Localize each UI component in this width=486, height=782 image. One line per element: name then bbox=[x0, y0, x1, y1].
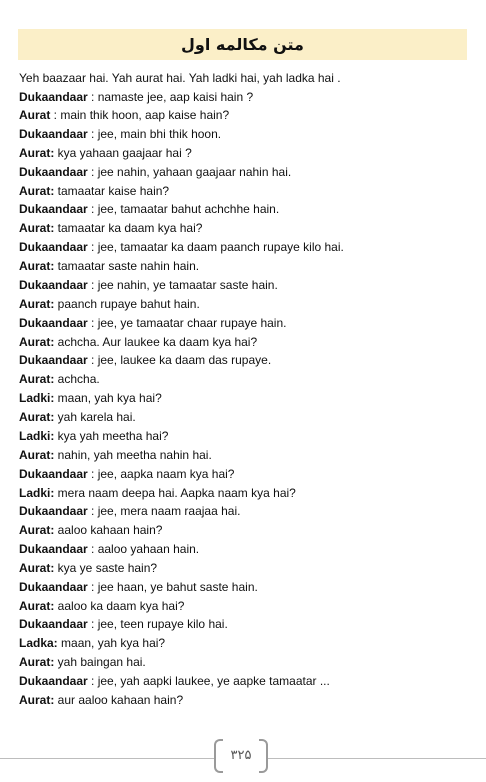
line-text: achcha. Aur laukee ka daam kya hai? bbox=[54, 334, 258, 349]
dialogue-line bbox=[19, 447, 474, 463]
dialogue-line bbox=[19, 616, 474, 632]
line-text: yah karela hai. bbox=[54, 410, 136, 425]
line-text: aaloo kahaan hain? bbox=[54, 523, 163, 538]
speaker-name: Dukaandaar bbox=[19, 673, 88, 688]
speaker-name: Dukaandaar bbox=[19, 164, 88, 179]
dialogue-line bbox=[19, 107, 474, 123]
speaker-name: Dukaandaar bbox=[19, 353, 88, 368]
line-text: : jee, tamaatar ka daam paanch rupaye kilo hai. bbox=[87, 239, 344, 254]
dialogue-line bbox=[19, 258, 474, 274]
dialogue-line bbox=[19, 673, 474, 689]
line-text: achcha. bbox=[54, 372, 100, 387]
dialogue-line bbox=[19, 522, 474, 538]
dialogue-line bbox=[19, 503, 474, 519]
dialogue-line bbox=[19, 164, 474, 180]
line-text: : jee nahin, ye tamaatar saste hain. bbox=[87, 277, 278, 292]
speaker-name: Dukaandaar bbox=[19, 126, 88, 141]
dialogue-line bbox=[19, 466, 474, 482]
dialogue-line bbox=[19, 352, 474, 368]
line-text: tamaatar kaise hain? bbox=[54, 183, 170, 198]
dialogue-line bbox=[19, 315, 474, 331]
line-text: : jee, yah aapki laukee, ye aapke tamaatar ... bbox=[87, 673, 330, 688]
dialogue-line bbox=[19, 654, 474, 670]
page-title: متن مکالمه اول bbox=[181, 35, 304, 54]
dialogue-line bbox=[19, 541, 474, 557]
line-text: : namaste jee, aap kaisi hain ? bbox=[87, 89, 254, 104]
speaker-name: Dukaandaar bbox=[19, 89, 88, 104]
line-text: tamaatar ka daam kya hai? bbox=[54, 221, 203, 236]
speaker-name: Dukaandaar bbox=[19, 277, 88, 292]
speaker-name: Aurat: bbox=[19, 334, 55, 349]
page-number: ۳۲۵ bbox=[230, 747, 252, 763]
dialogue-line bbox=[19, 334, 474, 350]
line-text: : jee, mera naam raajaa hai. bbox=[87, 504, 241, 519]
speaker-name: Dukaandaar bbox=[19, 542, 88, 557]
dialogue-line bbox=[19, 126, 474, 142]
dialogue-line bbox=[19, 220, 474, 236]
dialogue-line bbox=[19, 277, 474, 293]
speaker-name: Aurat: bbox=[19, 145, 55, 160]
speaker-name: Aurat: bbox=[19, 598, 55, 613]
dialogue-line bbox=[19, 89, 474, 105]
speaker-name: Dukaandaar bbox=[19, 579, 88, 594]
dialogue-line bbox=[19, 485, 474, 501]
line-text: : aaloo yahaan hain. bbox=[87, 542, 200, 557]
speaker-name: Dukaandaar bbox=[19, 617, 88, 632]
line-text: paanch rupaye bahut hain. bbox=[54, 296, 200, 311]
speaker-name: Ladki: bbox=[19, 391, 55, 406]
speaker-name: Ladki: bbox=[19, 429, 55, 444]
dialogue-line bbox=[19, 560, 474, 576]
dialogue-line bbox=[19, 579, 474, 595]
dialogue-line bbox=[19, 296, 474, 312]
line-text: : jee nahin, yahaan gaajaar nahin hai. bbox=[87, 164, 292, 179]
speaker-name: Ladki: bbox=[19, 485, 55, 500]
line-text: : jee, ye tamaatar chaar rupaye hain. bbox=[87, 315, 287, 330]
line-text: aur aaloo kahaan hain? bbox=[54, 692, 184, 707]
speaker-name: Aurat: bbox=[19, 561, 55, 576]
dialogue-line bbox=[19, 598, 474, 614]
dialogue-line bbox=[19, 239, 474, 255]
line-text: Yeh baazaar hai. Yah aurat hai. Yah ladki hai, yah ladka hai . bbox=[19, 71, 341, 85]
line-text: aaloo ka daam kya hai? bbox=[54, 598, 185, 613]
line-text: kya ye saste hain? bbox=[54, 561, 158, 576]
line-text: : jee, aapka naam kya hai? bbox=[87, 467, 235, 482]
dialogue-text bbox=[19, 70, 474, 711]
line-text: yah baingan hai. bbox=[54, 654, 146, 669]
speaker-name: Ladka: bbox=[19, 636, 58, 651]
line-text: : jee haan, ye bahut saste hain. bbox=[87, 579, 258, 594]
speaker-name: Dukaandaar bbox=[19, 315, 88, 330]
speaker-name: Aurat: bbox=[19, 448, 55, 463]
dialogue-line bbox=[19, 390, 474, 406]
line-text: : main thik hoon, aap kaise hain? bbox=[50, 108, 230, 123]
dialogue-line bbox=[19, 635, 474, 651]
dialogue-line bbox=[19, 428, 474, 444]
speaker-name: Dukaandaar bbox=[19, 467, 88, 482]
speaker-name: Dukaandaar bbox=[19, 504, 88, 519]
dialogue-line bbox=[19, 70, 474, 86]
line-text: mera naam deepa hai. Aapka naam kya hai? bbox=[54, 485, 296, 500]
dialogue-line bbox=[19, 145, 474, 161]
line-text: maan, yah kya hai? bbox=[54, 391, 162, 406]
dialogue-line bbox=[19, 409, 474, 425]
page-number-box bbox=[214, 739, 268, 771]
speaker-name: Aurat: bbox=[19, 654, 55, 669]
speaker-name: Aurat: bbox=[19, 410, 55, 425]
dialogue-line bbox=[19, 692, 474, 708]
speaker-name: Aurat: bbox=[19, 258, 55, 273]
line-text: tamaatar saste nahin hain. bbox=[54, 258, 200, 273]
line-text: : jee, main bhi thik hoon. bbox=[87, 126, 222, 141]
line-text: nahin, yah meetha nahin hai. bbox=[54, 448, 212, 463]
speaker-name: Aurat: bbox=[19, 372, 55, 387]
dialogue-line bbox=[19, 371, 474, 387]
speaker-name: Aurat bbox=[19, 108, 51, 123]
line-text: : jee, laukee ka daam das rupaye. bbox=[87, 353, 272, 368]
speaker-name: Aurat: bbox=[19, 296, 55, 311]
speaker-name: Aurat: bbox=[19, 221, 55, 236]
speaker-name: Dukaandaar bbox=[19, 239, 88, 254]
speaker-name: Aurat: bbox=[19, 183, 55, 198]
speaker-name: Dukaandaar bbox=[19, 202, 88, 217]
speaker-name: Aurat: bbox=[19, 692, 55, 707]
speaker-name: Aurat: bbox=[19, 523, 55, 538]
title-bar bbox=[18, 29, 467, 60]
line-text: kya yah meetha hai? bbox=[54, 429, 169, 444]
dialogue-line bbox=[19, 201, 474, 217]
line-text: : jee, tamaatar bahut achchhe hain. bbox=[87, 202, 280, 217]
dialogue-line bbox=[19, 183, 474, 199]
line-text: maan, yah kya hai? bbox=[57, 636, 166, 651]
line-text: : jee, teen rupaye kilo hai. bbox=[87, 617, 228, 632]
line-text: kya yahaan gaajaar hai ? bbox=[54, 145, 192, 160]
